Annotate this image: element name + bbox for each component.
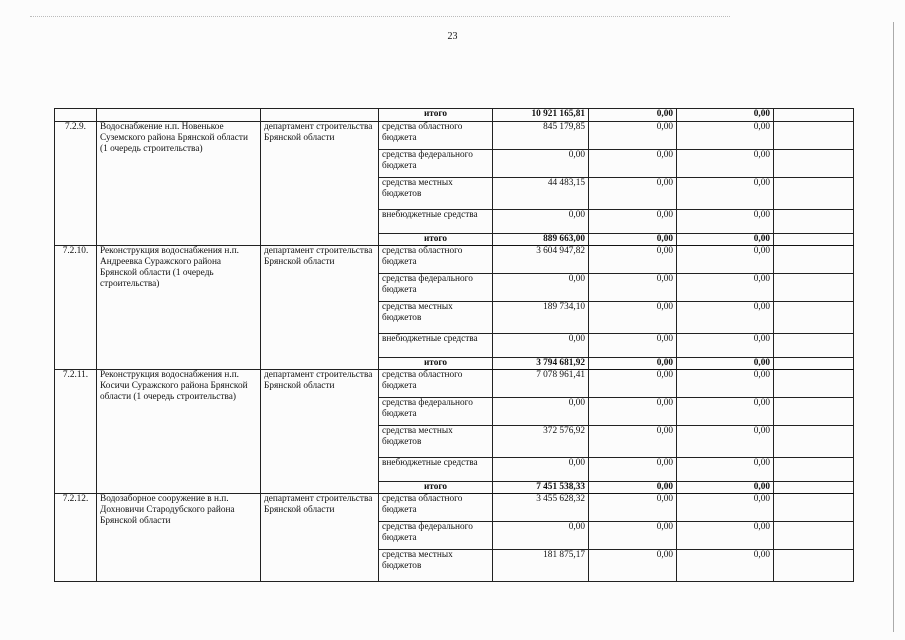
empty-cell: [774, 358, 854, 370]
amount-cell: 0,00: [677, 210, 774, 234]
amount-cell: 0,00: [677, 426, 774, 458]
code-cell: 7.2.9.: [55, 122, 97, 246]
source-cell: средства федерального бюджета: [379, 274, 493, 302]
amount-cell: 0,00: [493, 210, 589, 234]
amount-cell: 0,00: [493, 334, 589, 358]
source-cell: средства местных бюджетов: [379, 178, 493, 210]
amount-cell: 181 875,17: [493, 550, 589, 582]
amount-cell: 0,00: [589, 109, 677, 122]
amount-cell: 0,00: [589, 550, 677, 582]
total-amount-cell: 0,00: [589, 358, 677, 370]
empty-cell: [774, 398, 854, 426]
amount-cell: 10 921 165,81: [493, 109, 589, 122]
project-cell: Водоснабжение н.п. Новенькое Суземского района Брянской области (1 очередь строительства): [97, 122, 261, 246]
empty-cell: [774, 178, 854, 210]
amount-cell: 44 483,15: [493, 178, 589, 210]
amount-cell: 0,00: [677, 494, 774, 522]
department-cell: департамент строительства Брянской области: [261, 246, 379, 370]
amount-cell: 0,00: [589, 210, 677, 234]
empty-cell: [774, 210, 854, 234]
amount-cell: 0,00: [589, 246, 677, 274]
empty-cell: [774, 109, 854, 122]
total-amount-cell: 3 794 681,92: [493, 358, 589, 370]
source-cell: средства областного бюджета: [379, 370, 493, 398]
empty-cell: [774, 150, 854, 178]
amount-cell: 7 078 961,41: [493, 370, 589, 398]
empty-cell: [774, 274, 854, 302]
amount-cell: 372 576,92: [493, 426, 589, 458]
project-cell: Реконструкция водоснабжения н.п. Косичи Суражского района Брянской области (1 очередь строительства): [97, 370, 261, 494]
amount-cell: 3 455 628,32: [493, 494, 589, 522]
source-cell: средства местных бюджетов: [379, 550, 493, 582]
source-cell: внебюджетные средства: [379, 334, 493, 358]
total-label-cell: итого: [379, 482, 493, 494]
code-cell: 7.2.10.: [55, 246, 97, 370]
source-cell: средства областного бюджета: [379, 494, 493, 522]
empty-cell: [774, 522, 854, 550]
empty-cell: [774, 482, 854, 494]
amount-cell: 0,00: [589, 522, 677, 550]
scan-header-line: [30, 16, 730, 17]
empty-cell: [774, 426, 854, 458]
source-cell: средства федерального бюджета: [379, 150, 493, 178]
source-cell: средства местных бюджетов: [379, 426, 493, 458]
source-cell: средства областного бюджета: [379, 246, 493, 274]
source-cell: итого: [379, 109, 493, 122]
amount-cell: 189 734,10: [493, 302, 589, 334]
empty-cell: [774, 370, 854, 398]
department-cell: департамент строительства Брянской области: [261, 494, 379, 582]
project-cell: [97, 109, 261, 122]
amount-cell: 0,00: [589, 274, 677, 302]
total-label-cell: итого: [379, 234, 493, 246]
source-cell: средства областного бюджета: [379, 122, 493, 150]
total-amount-cell: 0,00: [677, 234, 774, 246]
empty-cell: [774, 302, 854, 334]
project-cell: Реконструкция водоснабжения н.п. Андреевка Суражского района Брянской области (1 очередь строительства): [97, 246, 261, 370]
project-cell: Водозаборное сооружение в н.п. Дохновичи Стародубского района Брянской области: [97, 494, 261, 582]
amount-cell: 0,00: [493, 458, 589, 482]
empty-cell: [774, 458, 854, 482]
amount-cell: 0,00: [589, 150, 677, 178]
total-label-cell: итого: [379, 358, 493, 370]
amount-cell: 0,00: [493, 522, 589, 550]
code-cell: [55, 109, 97, 122]
amount-cell: 3 604 947,82: [493, 246, 589, 274]
amount-cell: 0,00: [677, 334, 774, 358]
empty-cell: [774, 234, 854, 246]
total-amount-cell: 0,00: [677, 358, 774, 370]
amount-cell: 0,00: [589, 458, 677, 482]
total-amount-cell: 7 451 538,33: [493, 482, 589, 494]
amount-cell: 0,00: [677, 550, 774, 582]
table-row: [55, 122, 854, 150]
table-row: [55, 109, 854, 122]
code-cell: 7.2.12.: [55, 494, 97, 582]
amount-cell: 0,00: [677, 274, 774, 302]
table-row: [55, 370, 854, 398]
empty-cell: [774, 122, 854, 150]
total-amount-cell: 0,00: [677, 482, 774, 494]
amount-cell: 0,00: [589, 302, 677, 334]
department-cell: департамент строительства Брянской области: [261, 122, 379, 246]
amount-cell: 0,00: [589, 398, 677, 426]
amount-cell: 0,00: [589, 370, 677, 398]
amount-cell: 0,00: [589, 334, 677, 358]
amount-cell: 0,00: [589, 426, 677, 458]
source-cell: средства местных бюджетов: [379, 302, 493, 334]
source-cell: средства федерального бюджета: [379, 522, 493, 550]
total-amount-cell: 889 663,00: [493, 234, 589, 246]
amount-cell: 0,00: [677, 398, 774, 426]
budget-table: [54, 108, 854, 582]
code-cell: 7.2.11.: [55, 370, 97, 494]
total-amount-cell: 0,00: [589, 482, 677, 494]
amount-cell: 0,00: [677, 178, 774, 210]
amount-cell: 0,00: [589, 122, 677, 150]
empty-cell: [774, 246, 854, 274]
amount-cell: 0,00: [677, 522, 774, 550]
table-row: [55, 246, 854, 274]
amount-cell: 0,00: [677, 458, 774, 482]
source-cell: внебюджетные средства: [379, 210, 493, 234]
source-cell: внебюджетные средства: [379, 458, 493, 482]
amount-cell: 845 179,85: [493, 122, 589, 150]
empty-cell: [774, 334, 854, 358]
amount-cell: 0,00: [493, 398, 589, 426]
table-row: [55, 494, 854, 522]
department-cell: департамент строительства Брянской области: [261, 370, 379, 494]
source-cell: средства федерального бюджета: [379, 398, 493, 426]
amount-cell: 0,00: [677, 302, 774, 334]
amount-cell: 0,00: [677, 122, 774, 150]
page-number: 23: [447, 31, 458, 42]
amount-cell: 0,00: [677, 246, 774, 274]
amount-cell: 0,00: [589, 494, 677, 522]
amount-cell: 0,00: [677, 370, 774, 398]
page-edge-line: [893, 22, 894, 632]
department-cell: [261, 109, 379, 122]
amount-cell: 0,00: [677, 150, 774, 178]
amount-cell: 0,00: [493, 274, 589, 302]
amount-cell: 0,00: [493, 150, 589, 178]
total-amount-cell: 0,00: [589, 234, 677, 246]
amount-cell: 0,00: [677, 109, 774, 122]
empty-cell: [774, 550, 854, 582]
empty-cell: [774, 494, 854, 522]
amount-cell: 0,00: [589, 178, 677, 210]
